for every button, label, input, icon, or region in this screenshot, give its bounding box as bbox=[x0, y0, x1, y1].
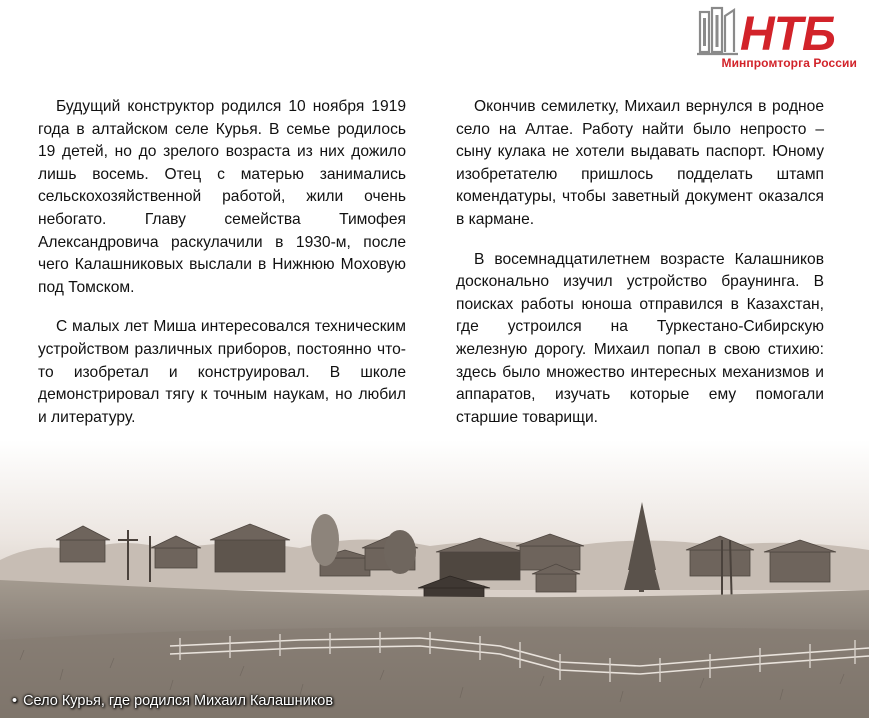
paragraph-birth: Будущий конструктор родился 10 ноября 1919 года в алтайском селе Курья. В семье родилось 19 детей, но до зрелого возраста из них дожило лишь восемь. Отец с матерью занимались сельскохозяйственной работой, жили очень небогато. Главу семейства Тимофея Александровича раскулачили в 1930-м, после чего Калашниковых выслали в Нижнюю Моховую под Томском. bbox=[38, 98, 406, 296]
photo-caption bbox=[12, 693, 333, 709]
left-text-column bbox=[38, 96, 406, 446]
paragraph-railway-work: В восемнадцатилетнем возрасте Калашников досконально изучил устройство браунинга. В поисках работы юноша отправился в Казахстан, где устроился на Туркестано-Сибирскую железную дорогу. Михаил попал в свою стихию: здесь было множество интересных механизмов и аппаратов, изучать которые ему помогали старшие товарищи. bbox=[456, 250, 824, 426]
ntb-logo-letters: НТБ bbox=[740, 8, 835, 58]
bullet-icon: • bbox=[12, 693, 18, 709]
ntb-logo-caption: Минпромторга России bbox=[721, 56, 857, 70]
ntb-logo bbox=[694, 6, 859, 72]
paragraph-return-home: Окончив семилетку, Михаил вернулся в родное село на Алтае. Работу найти было непросто – сыну кулака не хотели выдавать паспорт. Юному изобретателю пришлось подделать штамп комендатуры, чтобы заветный документ оказался в кармане. bbox=[456, 98, 824, 228]
photo-caption-text: Село Курья, где родился Михаил Калашников bbox=[23, 693, 334, 709]
right-text-column bbox=[456, 96, 824, 446]
ntb-logo-mark bbox=[694, 6, 859, 58]
village-photo bbox=[0, 440, 869, 718]
paragraph-childhood: С малых лет Миша интересовался техническим устройством различных приборов, постоянно что-то изобретал и конструировал. В школе демонстрировал тягу к точным наукам, но любил и литературу. bbox=[38, 318, 406, 426]
